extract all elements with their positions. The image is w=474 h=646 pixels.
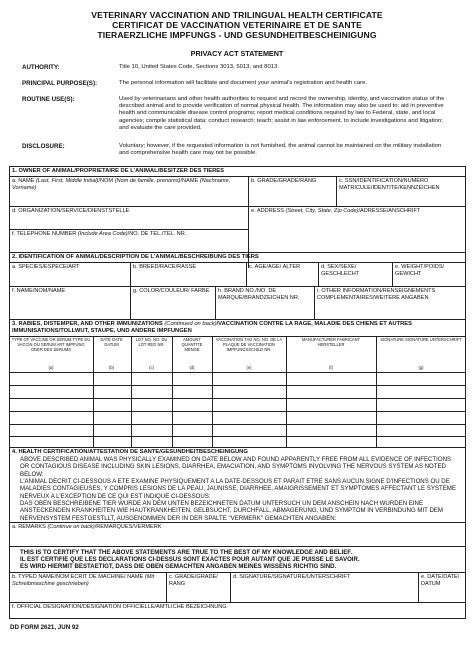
col-number-d: (d) [189, 365, 195, 370]
section-4-title: 4. HEALTH CERTIFICATION/ATTESTATION DE SANTE/GESUNDHEITBESCHEINIGUNG [12, 449, 248, 455]
title-english: VETERINARY VACCINATION AND TRILINGUAL HEALTH CERTIFICATE [91, 10, 383, 20]
sex-field[interactable]: d. SEX/SEXE/ GESCHLECHT [321, 264, 360, 277]
animal-name-field[interactable]: f. NAME/NOM/NAME [12, 288, 66, 294]
col-amount: AMOUNT QUANTITE MENGE [181, 337, 203, 352]
owner-ssn-field[interactable]: c. SSN/IDENTIFICATION/NUMERO MATRICULE/IDENTITE/KENNZEICHEN [339, 178, 440, 191]
certification-date-field[interactable]: e. DATE/DATE/ DATUM [421, 574, 460, 587]
certification-statement-french: IL EST CERTIFIE QUE LES DECLARATIONS CI-DESSUS SONT EXACTES POUR AUTANT QUE JE PUISSE LE SAVOIR. [20, 556, 360, 563]
section-3-title: 3. RABIES, DISTEMPER, AND OTHER IMMUNIZATIONS (Continued on back)/VACCINATION CONTRE LA RAGE, MALADIE DES CHIENS ET AUTRES IMMUNISATIONS/TOLLWUT, STAUPE, UND ANDERE IMPFUNGEN [12, 321, 413, 334]
species-field[interactable]: a. SPECIES/ESPECE/ART [12, 264, 80, 270]
authority-label: AUTHORITY: [22, 64, 60, 71]
color-field[interactable]: g. COLOR/COULEUR/ FARBE [133, 288, 210, 294]
health-cert-text-french: L'ANIMAL DECRIT CI-DESSOUS A ETE EXAMINE PHYSIQUEMENT A LA DATE-DESSOUS ET PARAIT ETRE SANS AUCUN SIGNE D'INFECTIONS OU DE MALADIES CONTAGIEUSES, Y COMPRIS LESIONS DE LA PEAU, JAUNISSE, DIARRHEE, AMAIGRISSEMENT ET SYMPTOMES AFFECTANT LE SYSTEME NERVEUX A L'EXCEPTION DE CE QUI EST INDIQUE CI-DESSOUS: [20, 478, 456, 500]
col-number-c: (c) [149, 365, 154, 370]
title-german: TIERAERZLICHE IMPFUNGS - UND GESUNDHEITBESCHEINIGUNG [97, 30, 377, 40]
owner-telephone-field[interactable]: f. TELEPHONE NUMBER (Include Area Code)/NO. DE TEL./TEL. NR. [12, 231, 187, 237]
routine-use-text: Used by veterinarians and other health authorities to request and record the ownership, identity, and vaccination status of the described animal and to provide verification of normal physical health. The information may also be used to: aid in preventive health and communicable disease control programs; report medical conditions required by law to Federal, state, and local agencies; compile statistical data; conduct research; teach; assist in law enforcement, to include investigations and litigation; and evaluate the care provided. [119, 96, 445, 131]
other-information-field[interactable]: i. OTHER INFORMATION/RENSEIGNEMENTS COMPLEMENTAIRES/WEITERE ANGABEN [317, 288, 436, 301]
col-vaccine-type: TYPE OF VACCINE OR SERUM TYPE DU VACCIN OU SERUM ART IMPFUNG ODER DES SERUMS [11, 337, 91, 352]
remarks-field[interactable]: a. REMARKS (Continue on back)/REMARQUES/VERMERK [12, 524, 162, 530]
form-header [0, 10, 474, 40]
health-cert-text-german: DAS OBEN BESCHREIBENE TIER WURDE AN DEM UNTEN BEZEICHNETEN DATUM UNTERSUCH UN DEM ANSCHEIN NACH WURDEN EINE ANSTECKENDEN KRANKHEITEN WIE HAUTKRANKHEITEN, GELBSUCHT, DURCHFALL, ABMAGERUNG, UND SYMPTOM IN VERBINDUNG MIT DEM NERVENSYSTEM FESTGESTLLT, AUSGENOMMEN DER IN DER SPALTE "VERMERK" GEMACHTEN ANGABEN: [20, 500, 444, 522]
col-date: DATE DATE DATUM [100, 337, 123, 347]
age-field[interactable]: c. AGE/AGE/ ALTER [249, 264, 301, 270]
owner-address-field[interactable]: e. ADDRESS (Street, City, State, Zip Code)/ADRESSE/ANSCHRIFT [251, 208, 421, 214]
section-2-title: 2. IDENTIFICATION OF ANIMAL/DESCRIPTION DE L'ANIMAL/BESCHREIBUNG DES TIERS [12, 254, 259, 260]
immunization-row[interactable] [10, 411, 465, 412]
health-cert-text-english: ABOVE DESCRIBED ANIMAL WAS PHYSICALLY EXAMINED ON DATE BELOW AND FOUND APPARENTLY FREE FROM ALL EVIDENCE OF INFECTIONS OR CONTAGIOUS DISEASE INCLUDING SKIN LESIONS, DIARRHEA, EMACIATION, AND SYMPTOMS INVOLVING THE NERVOUS SYSTEM AS NOTED BELOW: [20, 456, 452, 478]
certifier-signature-field[interactable]: d. SIGNATURE/SIGNATURE/UNTERSCHRIFT [233, 574, 351, 580]
disclosure-text: Voluntary; however, if the requested information is not furnished, the animal cannot be maintained on the military installation and comprehensive health care may not be possible. [119, 143, 442, 157]
immunization-row[interactable] [10, 424, 465, 425]
brand-number-field[interactable]: h. BRAND NO./NO. DE MARQUE/BRANDZEICHEN NR. [218, 288, 300, 301]
principal-purpose-label: PRINCIPAL PURPOSE(S): [22, 80, 98, 87]
owner-grade-field[interactable]: b. GRADE/GRADE/RANG [251, 178, 317, 184]
col-manufacturer: MANUFACTURER FABRICANT HERSTELLER [301, 337, 361, 347]
form-body [9, 166, 466, 619]
weight-field[interactable]: e. WEIGHT/POIDS/ GEWICHT [395, 264, 445, 277]
col-number-f: (f) [329, 365, 333, 370]
certification-statement-german: ES WIRD HIERMIT BESTAETIGT, DASS DIE OBEN GEMACHTEN ANGABEN MEINES WISSENS RICHTIG SIND. [20, 563, 337, 570]
owner-organization-field[interactable]: d. ORGANIZATION/SERVICE/DIENSTSTELLE [12, 208, 130, 214]
col-lot-number: LOT NO. NO. DU LOT REG NR. [135, 337, 168, 347]
breed-field[interactable]: b. BREED/RACE/RASSE [133, 264, 197, 270]
immunization-row[interactable] [10, 436, 465, 437]
col-number-a: (a) [48, 365, 54, 370]
principal-purpose-text: The personal information will facilitate and document your animal's registration and health care. [119, 80, 368, 86]
section-1-title: 1. OWNER OF ANIMAL/PROPRIETAIRE DE L'ANIMAL/BESITZER DES TIERES [12, 168, 225, 174]
privacy-act-title: PRIVACY ACT STATEMENT [190, 49, 284, 58]
owner-name-field[interactable]: a. NAME (Last, First, Middle Initial)/NOM (Nom de famille, prenoms)/NAME (Nachname, Vorname) [12, 178, 231, 191]
certifier-typed-name-field[interactable]: b. TYPED NAME/NOM ECRIT DE MACHINE/ NAME (Mit Schreibmaschine geschrieben) [12, 574, 155, 587]
col-number-e: (e) [246, 365, 252, 370]
col-number-b: (b) [108, 365, 114, 370]
form-number: DD FORM 2621, JUN 92 [10, 624, 79, 631]
col-signature: SIGNATURE SIGNATURE UNTERSCHRIFT [380, 337, 462, 342]
official-designation-field[interactable]: f. OFFICIAL DESIGNATION/DESIGNATION OFFICIELLE/AMTLICHE BEZEICHNUNG [12, 604, 227, 610]
certifier-grade-field[interactable]: c. GRADE/GRADE/ RANG [169, 574, 218, 587]
immunization-row[interactable] [10, 398, 465, 399]
col-number-g: (g) [418, 365, 424, 370]
certification-statement-english: THIS IS TO CERTIFY THAT THE ABOVE STATEMENTS ARE TRUE TO THE BEST OF MY KNOWLEDGE AND BELIEF. [20, 549, 353, 556]
routine-use-label: ROUTINE USE(S): [22, 96, 75, 103]
authority-text: Title 10, United States Code, Sections 3013, 5013, and 8013. [119, 64, 279, 70]
disclosure-label: DISCLOSURE: [22, 143, 65, 150]
title-french: CERTIFICAT DE VACCINATION VETERINAIRE ET DE SANTE [112, 20, 362, 30]
col-tag-number: VACCINATION TAG NO. NO. DE LA PLAQUE DE VACCINATION IMPFUNGSSCHILD NR. [215, 337, 283, 352]
immunization-row[interactable] [10, 385, 465, 386]
